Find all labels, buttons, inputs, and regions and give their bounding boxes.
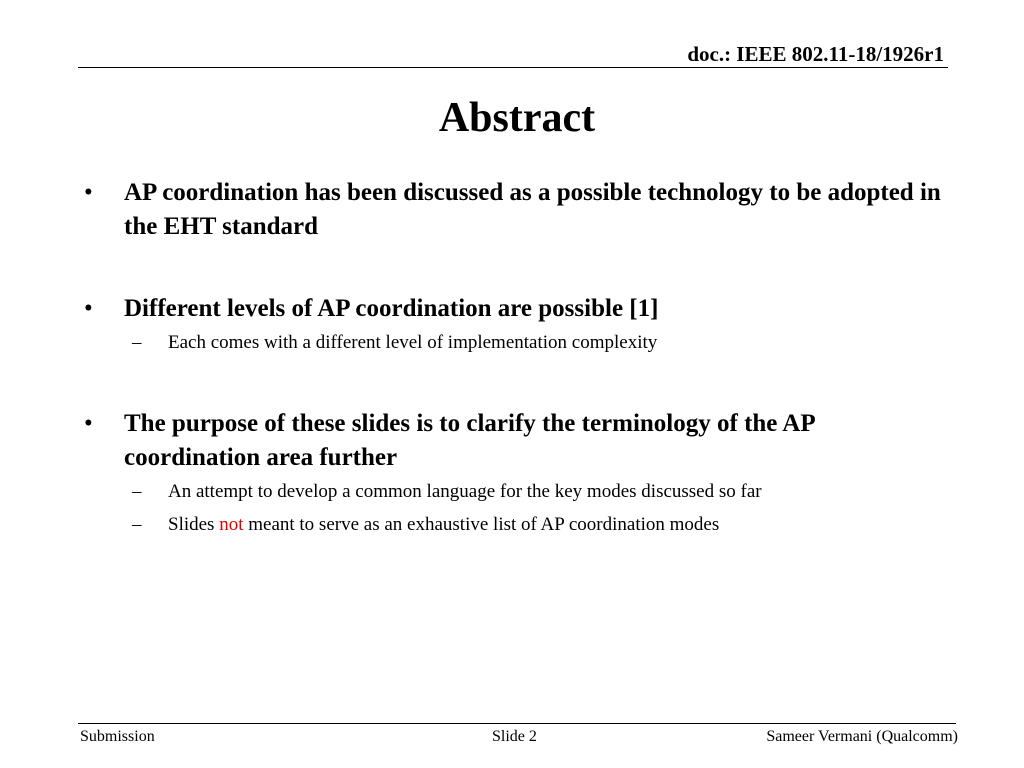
sub-bullet-text: Each comes with a different level of implementation complexity: [168, 332, 658, 353]
slide-body: [84, 176, 944, 541]
sub-bullet-item: [84, 475, 944, 508]
bullet-text: Different levels of AP coordination are possible [1]: [124, 295, 659, 322]
bullet-text: AP coordination has been discussed as a possible technology to be adopted in the EHT standard: [124, 179, 941, 240]
sub-bullet-text-start: Slides: [168, 514, 220, 535]
header-divider: [78, 67, 948, 68]
bullet-text: The purpose of these slides is to clarify the terminology of the AP coordination area further: [124, 410, 815, 471]
footer-divider: [78, 723, 956, 724]
sub-bullet-text-end: meant to serve as an exhaustive list of AP coordination modes: [243, 514, 720, 535]
document-id: doc.: IEEE 802.11-18/1926r1: [687, 42, 944, 66]
bullet-icon: •: [84, 410, 93, 437]
sub-bullet-item: [84, 326, 944, 359]
dash-icon: –: [132, 514, 142, 535]
bullet-item: [84, 176, 944, 244]
emphasis-not: not: [219, 514, 244, 535]
sub-bullet-item: [84, 508, 944, 541]
bullet-item: [84, 292, 944, 326]
footer-author: Sameer Vermani (Qualcomm): [766, 728, 958, 745]
slide-title: Abstract: [438, 95, 596, 141]
bullet-icon: •: [84, 179, 93, 206]
footer-submission: Submission: [80, 728, 155, 745]
dash-icon: –: [132, 332, 142, 353]
bullet-item: [84, 407, 944, 475]
sub-bullet-text: An attempt to develop a common language for the key modes discussed so far: [168, 481, 762, 502]
dash-icon: –: [132, 481, 142, 502]
footer-slide-number: Slide 2: [492, 728, 537, 745]
bullet-icon: •: [84, 295, 93, 322]
